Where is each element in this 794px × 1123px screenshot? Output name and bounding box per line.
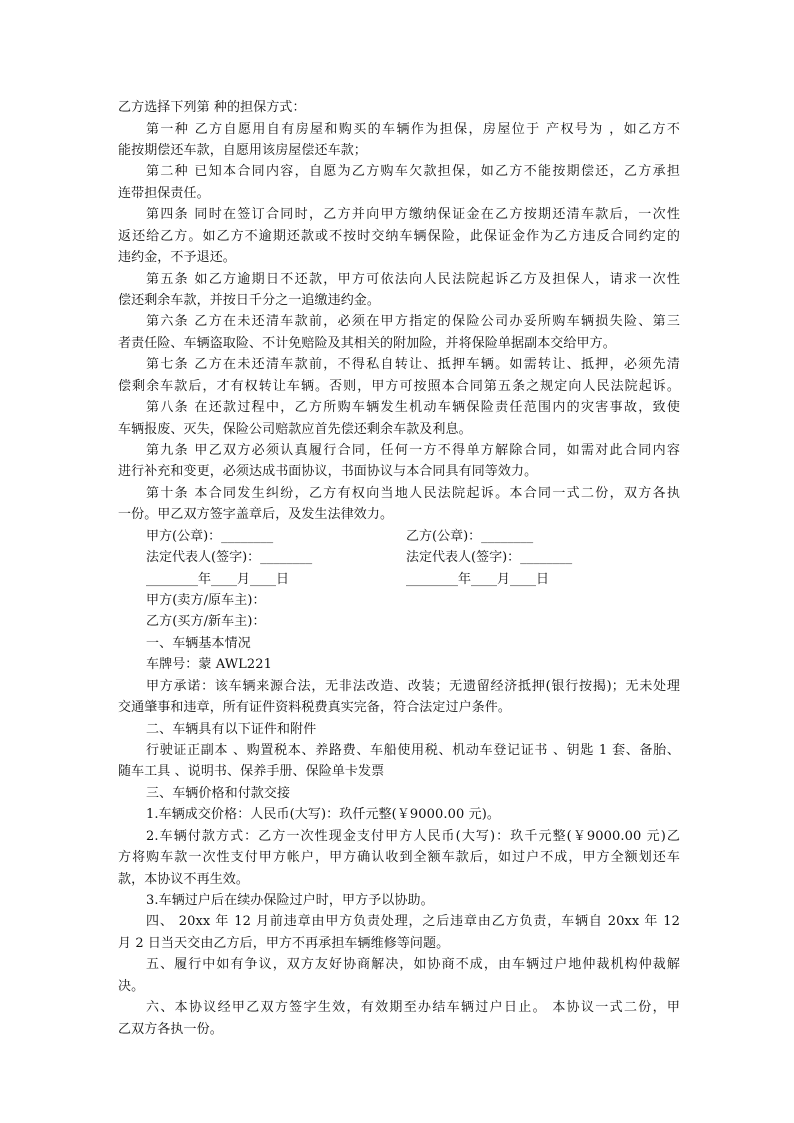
paragraph-line: 乙方选择下列第 种的担保方式：: [118, 100, 306, 115]
paragraph-line: 月 2 日当天交由乙方后，甲方不再承担车辆维修等问题。: [118, 936, 450, 951]
paragraph-line: 违约金，不予退还。: [118, 250, 236, 265]
paragraph-line: 偿还剩余车款，并按日千分之一追缴违约金。: [118, 293, 381, 308]
paragraph-line: 甲方(卖方/原车主)：: [146, 593, 266, 608]
paragraph-line: 1.车辆成交价格：人民币(大写)：玖仟元整(￥9000.00 元)。: [146, 807, 500, 822]
section-heading: 三、车辆价格和付款交接: [146, 786, 291, 801]
paragraph-line: 车辆报废、灭失，保险公司赔款应首先偿还剩余车款及利息。: [118, 422, 472, 437]
paragraph-line: 第七条 乙方在未还清车款前，不得私自转让、抵押车辆。如需转让、抵押，必须先清: [146, 357, 680, 372]
paragraph-line: 3.车辆过户后在续办保险过户时，甲方予以协助。: [146, 893, 434, 908]
paragraph-line: 进行补充和变更，必须达成书面协议，书面协议与本合同具有同等效力。: [118, 464, 538, 479]
party-a-date-line: ________年____月____日: [146, 572, 290, 587]
paragraph-line: 第二种 已知本合同内容，自愿为乙方购车欠款担保，如乙方不能按期偿还，乙方承担: [146, 164, 680, 179]
paragraph-line: 第十条 本合同发生纠纷，乙方有权向当地人民法院起诉。本合同一式二份，双方各执: [146, 486, 680, 501]
paragraph-line: 行驶证正副本 、购置税本、养路费、车船使用税、机动车登记证书 、钥匙 1 套、备胎、: [146, 743, 680, 758]
paragraph-line: 决。: [118, 979, 145, 994]
paragraph-line: 四、 20xx 年 12 月前违章由甲方负责处理，之后违章由乙方负责，车辆自 20xx 年 12: [146, 914, 680, 929]
party-a-seal-line: 甲方(公章)：________: [146, 529, 274, 544]
section-heading: 一、车辆基本情况: [146, 636, 251, 651]
paragraph-line: 一份。甲乙双方签字盖章后，及发生法律效力。: [118, 507, 394, 522]
paragraph-line: 第八条 在还款过程中，乙方所购车辆发生机动车辆保险责任范围内的灾害事故，致使: [146, 400, 680, 415]
party-b-date-line: ________年____月____日: [406, 572, 550, 587]
section-heading: 二、车辆具有以下证件和附件: [146, 722, 317, 737]
paragraph-line: 交通肇事和违章，所有证件资料税费真实完备，符合法定过户条件。: [118, 700, 512, 715]
paragraph-line: 随车工具 、说明书、保养手册、保险单卡发票: [118, 764, 385, 779]
paragraph-line: 偿剩余车款后，才有权转让车辆。否则，甲方可按照本合同第五条之规定向人民法院起诉。: [118, 379, 680, 394]
paragraph-line: 第四条 同时在签订合同时，乙方并向甲方缴纳保证金在乙方按期还清车款后，一次性: [146, 207, 680, 222]
party-b-representative-line: 法定代表人(签字)：________: [406, 550, 573, 565]
party-a-representative-line: 法定代表人(签字)：________: [146, 550, 313, 565]
paragraph-line: 能按期偿还车款，自愿用该房屋偿还车款；: [118, 143, 367, 158]
paragraph-line: 返还给乙方。如乙方不逾期还款或不按时交纳车辆保险，此保证金作为乙方违反合同约定的: [118, 229, 680, 244]
paragraph-line: 款，本协议不再生效。: [118, 872, 250, 887]
paragraph-line: 车牌号：蒙 AWL221: [146, 657, 273, 672]
paragraph-line: 第六条 乙方在未还清车款前，必须在甲方指定的保险公司办妥所购车辆损失险、第三: [146, 314, 680, 329]
paragraph-line: 第九条 甲乙双方必须认真履行合同，任何一方不得单方解除合同，如需对此合同内容: [146, 443, 680, 458]
paragraph-line: 甲方承诺：该车辆来源合法，无非法改造、改装；无遗留经济抵押(银行按揭)；无未处理: [146, 679, 680, 694]
paragraph-line: 六、本协议经甲乙双方签字生效，有效期至办结车辆过户日止。 本协议一式二份，甲: [146, 1000, 680, 1015]
paragraph-line: 2.车辆付款方式：乙方一次性现金支付甲方人民币(大写)：玖千元整(￥9000.00 元)乙: [146, 829, 680, 844]
paragraph-line: 第五条 如乙方逾期日不还款，甲方可依法向人民法院起诉乙方及担保人，请求一次性: [146, 272, 680, 287]
paragraph-line: 五、履行中如有争议，双方友好协商解决，如协商不成，由车辆过户地仲裁机构仲裁解: [146, 957, 680, 972]
paragraph-line: 连带担保责任。: [118, 186, 210, 201]
paragraph-line: 第一种 乙方自愿用自有房屋和购买的车辆作为担保，房屋位于 产权号为 ，如乙方不: [146, 122, 680, 137]
paragraph-line: 乙双方各执一份。: [118, 1022, 223, 1037]
paragraph-line: 方将购车款一次性支付甲方帐户，甲方确认收到全额车款后，如过户不成，甲方全额划还车: [118, 850, 680, 865]
paragraph-line: 者责任险、车辆盗取险、不计免赔险及其相关的附加险，并将保险单据副本交给甲方。: [118, 336, 616, 351]
party-b-seal-line: 乙方(公章)：________: [406, 529, 534, 544]
paragraph-line: 乙方(买方/新车主)：: [146, 614, 266, 629]
